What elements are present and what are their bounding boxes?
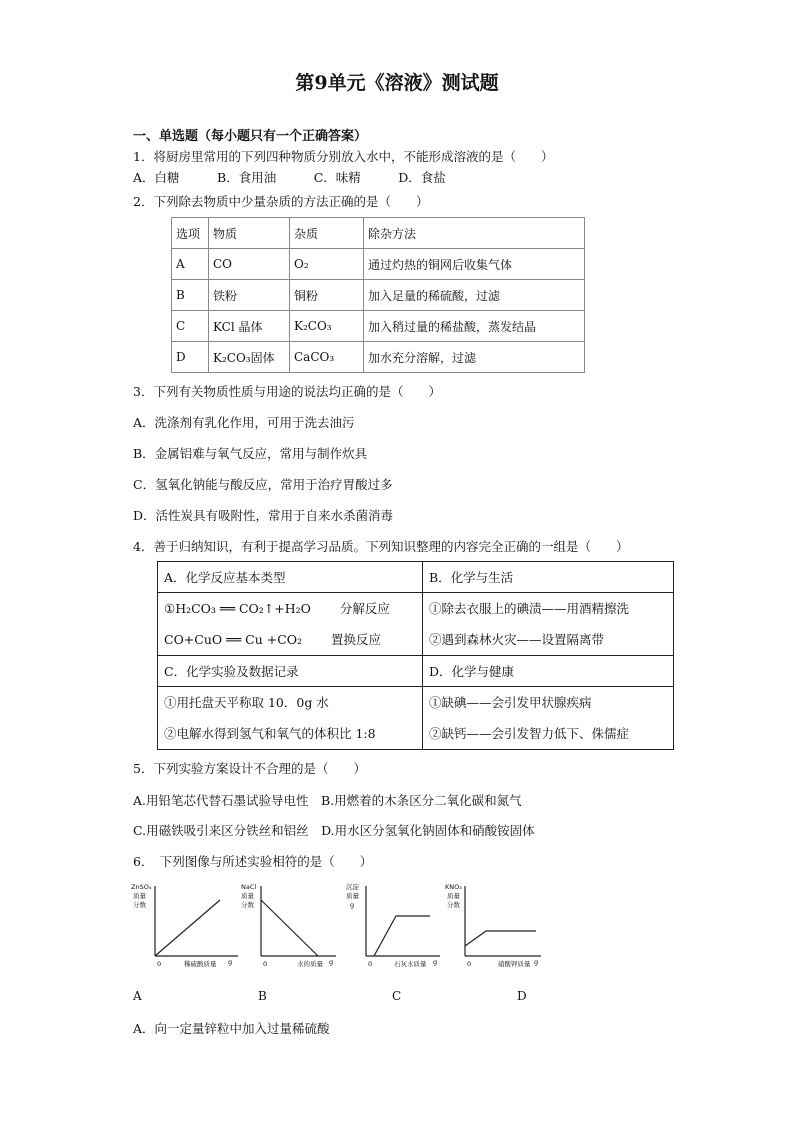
table-cell-body-b: [423, 593, 674, 656]
question-1-stem: 1．将厨房里常用的下列四种物质分别放入水中，不能形成溶液的是（ ）: [133, 149, 554, 164]
question-2-stem: 2．下列除去物质中少量杂质的方法正确的是（ ）: [133, 194, 429, 209]
cell-line: ①用托盘天平称取 10．0g 水: [164, 695, 329, 710]
graph-b-ylabel-1: NaCl: [241, 883, 257, 891]
cell-line: ①缺碘——会引发甲状腺疾病: [429, 695, 592, 710]
question-1-options: A．白糖 B．食用油 C．味精 D．食盐: [133, 170, 446, 185]
cell-line: ①除去衣服上的碘渍——用酒精擦洗: [429, 601, 630, 616]
table-cell: 加入稍过量的稀盐酸，蒸发结晶: [364, 311, 585, 342]
question-3-stem: 3．下列有关物质性质与用途的说法均正确的是（ ）: [133, 384, 441, 399]
table-cell-head-a: A．化学反应基本类型: [158, 562, 423, 593]
cell-line: ①H₂CO₃ ══ CO₂↑+H₂O 分解反应: [164, 601, 390, 616]
graph-a-ylabel-2: 质量: [133, 892, 146, 900]
graph-d-ylabel-3: 分数: [447, 901, 460, 909]
table-cell: 加水充分溶解，过滤: [364, 342, 585, 373]
table-row: [158, 687, 674, 750]
cell-line: ②遇到森林火灾——设置隔离带: [429, 632, 605, 647]
graph-d-xlabel: 硝酸钾质量: [498, 960, 531, 968]
table-header-cell: 除杂方法: [364, 218, 585, 249]
table-cell: O₂: [290, 249, 364, 280]
graph-b-axes: [261, 886, 336, 956]
table-row: [172, 249, 585, 280]
question-6-stem: 6． 下列图像与所述实验相符的是（ ）: [133, 854, 373, 869]
graph-b-ylabel-3: 分数: [241, 901, 254, 909]
graph-b-ylabel-2: 质量: [241, 892, 254, 900]
question-3-option-a: A．洗涤剂有乳化作用，可用于洗去油污: [133, 415, 355, 430]
graph-c-ylabel-2: 质量: [346, 892, 359, 900]
graph-a-unit: g: [228, 958, 233, 966]
graph-a-letter: A: [133, 989, 142, 1003]
question-5-stem: 5．下列实验方案设计不合理的是（ ）: [133, 761, 366, 776]
table-cell: B: [172, 280, 209, 311]
graph-d-axes: [465, 886, 541, 956]
graph-c-letter: C: [392, 989, 402, 1003]
table-header-cell: 物质: [209, 218, 290, 249]
question-5-options-ab: A.用铅笔芯代替石墨试验导电性 B.用燃着的木条区分二氧化碳和氮气: [133, 793, 522, 808]
graph-d-origin: 0: [467, 960, 472, 968]
table-cell: CaCO₃: [290, 342, 364, 373]
question-2-table: [171, 217, 585, 373]
question-6-graphs: [128, 880, 558, 975]
question-3-option-d: D．活性炭具有吸附性，常用于自来水杀菌消毒: [133, 508, 394, 523]
graph-c-origin: 0: [368, 960, 373, 968]
section-heading: 一、单选题（每小题只有一个正确答案）: [133, 129, 368, 144]
table-cell: 铜粉: [290, 280, 364, 311]
graph-a-curve: [155, 900, 220, 956]
question-4-stem: 4．善于归纳知识，有利于提高学习品质。下列知识整理的内容完全正确的一组是（ ）: [133, 539, 629, 554]
table-cell: D: [172, 342, 209, 373]
page-title: 第9单元《溶液》测试题: [295, 72, 499, 94]
table-row: [172, 311, 585, 342]
table-cell: 通过灼热的铜网后收集气体: [364, 249, 585, 280]
table-cell: C: [172, 311, 209, 342]
graph-c-unit: g: [433, 958, 438, 966]
graph-d-curve: [465, 931, 536, 946]
graph-b-letter: B: [258, 989, 267, 1003]
question-5-options-cd: C.用磁铁吸引来区分铁丝和铝丝 D.用水区分氢氧化钠固体和硝酸铵固体: [133, 823, 535, 838]
graph-c-axes: [366, 886, 440, 956]
graph-c-curve: [374, 916, 430, 956]
graph-c-xlabel: 石灰水质量: [394, 960, 427, 968]
graph-a-xlabel: 稀硫酸质量: [184, 960, 217, 968]
table-cell: CO: [209, 249, 290, 280]
table-row: [158, 562, 674, 593]
graph-b-curve: [261, 900, 318, 956]
graph-c-ylabel-1: 沉淀: [346, 883, 359, 891]
graph-b-xlabel: 水的质量: [297, 960, 323, 968]
graph-c-ylabel-3: g: [350, 901, 355, 909]
table-cell: K₂CO₃固体: [209, 342, 290, 373]
table-row: [172, 342, 585, 373]
table-cell-head-d: D．化学与健康: [423, 656, 674, 687]
table-row: [172, 280, 585, 311]
graph-a-origin: 0: [157, 960, 162, 968]
table-cell: K₂CO₃: [290, 311, 364, 342]
question-4-table: [157, 561, 674, 750]
table-cell-body-c: [158, 687, 423, 750]
table-cell: A: [172, 249, 209, 280]
question-6-option-a: A．向一定量锌粒中加入过量稀硫酸: [133, 1021, 330, 1036]
table-cell: 加入足量的稀硫酸，过滤: [364, 280, 585, 311]
table-cell: 铁粉: [209, 280, 290, 311]
graph-d-ylabel-2: 质量: [447, 892, 460, 900]
table-row: [158, 656, 674, 687]
table-row: [158, 593, 674, 656]
question-3-option-c: C．氢氧化钠能与酸反应，常用于治疗胃酸过多: [133, 477, 393, 492]
table-cell-head-b: B．化学与生活: [423, 562, 674, 593]
graph-d-unit: g: [534, 958, 539, 966]
question-3-option-b: B．金属铝难与氧气反应，常用与制作炊具: [133, 446, 368, 461]
table-cell: KCl 晶体: [209, 311, 290, 342]
table-cell-body-a: [158, 593, 423, 656]
table-header-cell: 选项: [172, 218, 209, 249]
graph-d-letter: D: [517, 989, 527, 1003]
table-cell-body-d: [423, 687, 674, 750]
cell-line: ②缺钙——会引发智力低下、侏儒症: [429, 726, 630, 741]
graph-b-origin: 0: [263, 960, 268, 968]
graph-d-ylabel-1: KNO₃: [445, 883, 462, 891]
graph-a-ylabel-1: ZnSO₄: [131, 883, 152, 891]
table-header-cell: 杂质: [290, 218, 364, 249]
graph-a-ylabel-3: 分数: [133, 901, 146, 909]
graph-b-unit: g: [329, 958, 334, 966]
table-header-row: [172, 218, 585, 249]
cell-line: CO+CuO ══ Cu +CO₂ 置换反应: [164, 632, 382, 647]
table-cell-head-c: C．化学实验及数据记录: [158, 656, 423, 687]
cell-line: ②电解水得到氢气和氧气的体积比 1:8: [164, 726, 376, 741]
